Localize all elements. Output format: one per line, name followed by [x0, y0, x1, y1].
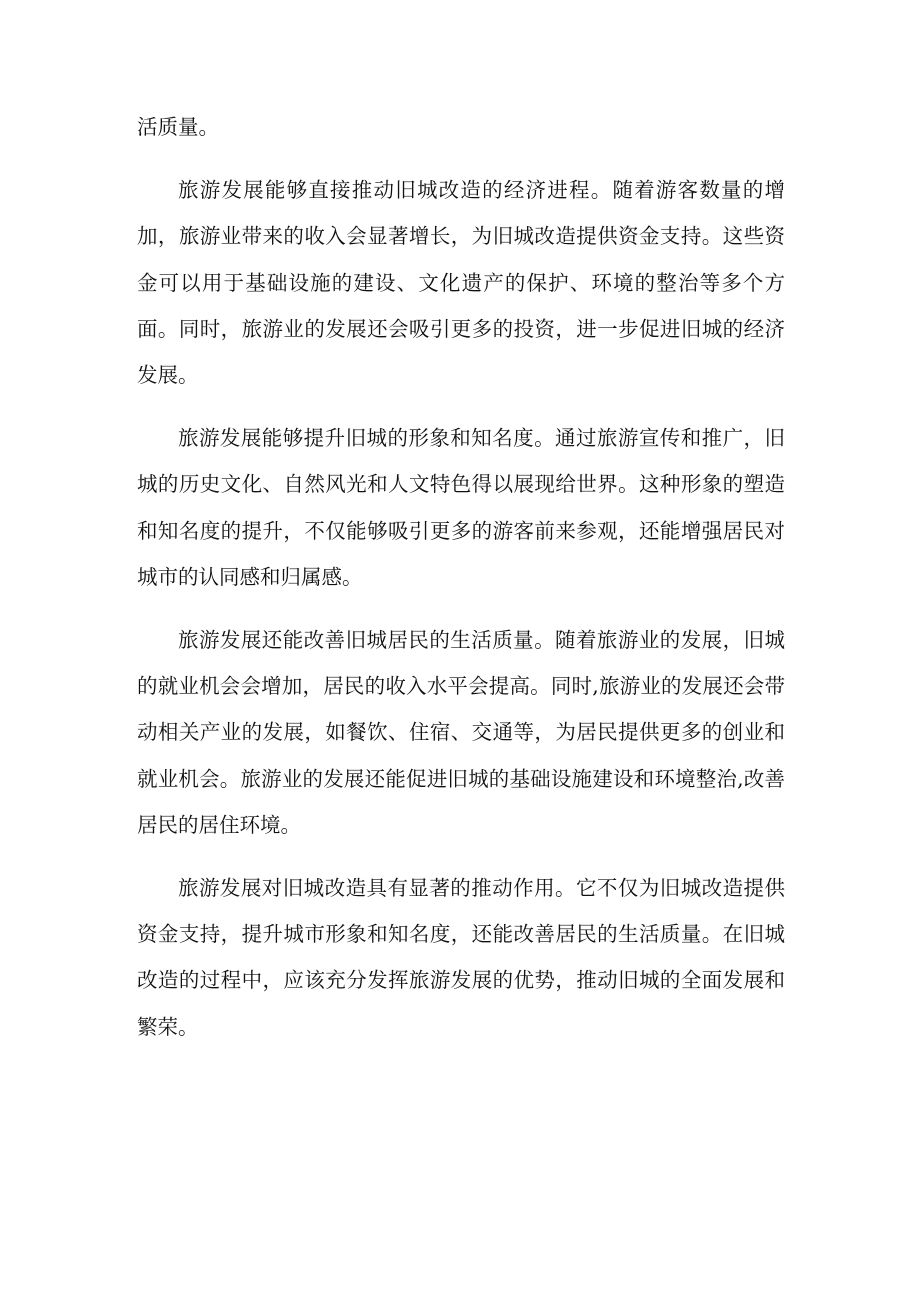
paragraph-image-reputation: 旅游发展能够提升旧城的形象和知名度。通过旅游宣传和推广，旧城的历史文化、自然风光和人文特色得以展现给世界。这种形象的塑造和知名度的提升，不仅能够吸引更多的游客前来参观，还能增强居民对城市的认同感和归属感。 [137, 426, 785, 589]
paragraph-continuation: 活质量。 [137, 115, 219, 139]
paragraph-economic-impact: 旅游发展能够直接推动旧城改造的经济进程。随着游客数量的增加，旅游业带来的收入会显著增长，为旧城改造提供资金支持。这些资金可以用于基础设施的建设、文化遗产的保护、环境的整治等多个方面。同时，旅游业的发展还会吸引更多的投资，进一步促进旧城的经济发展。 [137, 178, 785, 388]
paragraph-conclusion: 旅游发展对旧城改造具有显著的推动作用。它不仅为旧城改造提供资金支持，提升城市形象和知名度，还能改善居民的生活质量。在旧城改造的过程中，应该充分发挥旅游发展的优势，推动旧城的全面发展和繁荣。 [137, 876, 785, 1039]
document-body [137, 104, 785, 1067]
paragraph-quality-of-life: 旅游发展还能改善旧城居民的生活质量。随着旅游业的发展，旧城的就业机会会增加，居民的收入水平会提高。同时,旅游业的发展还会带动相关产业的发展，如餐饮、住宿、交通等，为居民提供更多的创业和就业机会。旅游业的发展还能促进旧城的基础设施建设和环境整治,改善居民的居住环境。 [137, 628, 785, 837]
